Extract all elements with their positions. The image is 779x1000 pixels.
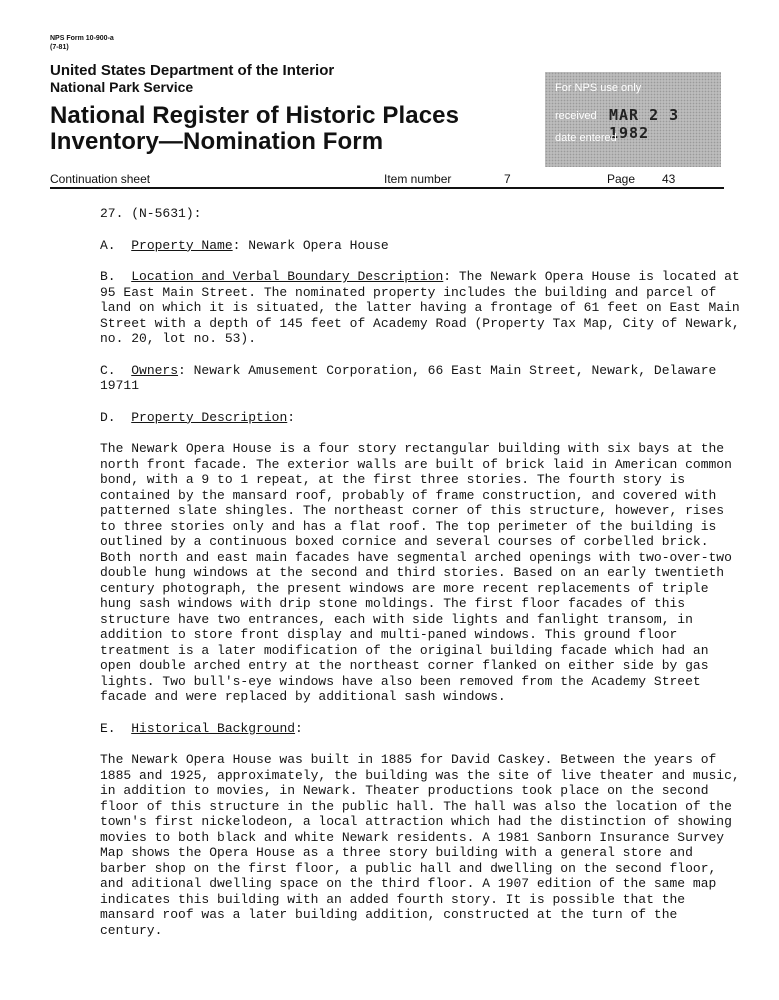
section-a bbox=[100, 238, 740, 254]
owners-label: Owners bbox=[131, 362, 179, 378]
received-date-stamp: MAR 2 3 1982 bbox=[609, 106, 680, 142]
property-description-paragraph: The Newark Opera House is a four story rectangular building with six bays at the north front facade. The exterior walls are built of brick laid in American common bond, with a 9 to 1 repeat, at the first three stories. The fourth story is contained by the mansard roof, probably of frame construction, and covered with patterned slate shingles. The northeast corner of this structure, however, rises to three stories only and has a flat roof. The top perimeter of the building is outlined by a continuous boxed cornice and several courses of corbelled brick. Both north and east main facades have segmental arched openings with two-over-two double hung windows at the second and third stories. Based on an early twentieth century photograph, the present windows are more recent replacements of triple hung sash windows with drip stone moldings. The first floor facades of this structure have two entrances, each with side lights and fanlight transom, in addition to store front display and multi-paned windows. This ground floor treatment is a later modification of the original building facade which had an open double arched entry at the northeast corner flanked on either side by gas lights. Two bull's-eye windows have also been removed from the Academy Street facade and were replaced by additional sash windows. bbox=[100, 441, 732, 704]
form-title bbox=[50, 103, 459, 155]
form-identifier bbox=[50, 34, 114, 52]
section-a-prefix: A. bbox=[100, 237, 116, 253]
section-c-prefix: C. bbox=[100, 362, 116, 378]
header-rule bbox=[50, 187, 724, 189]
location-label: Location and Verbal Boundary Description bbox=[131, 269, 444, 284]
nps-use-label: For NPS use only bbox=[555, 82, 642, 94]
entry-number: 27. (N-5631): bbox=[100, 206, 202, 221]
section-e bbox=[100, 721, 740, 737]
section-d bbox=[100, 410, 740, 426]
document-body bbox=[100, 206, 740, 938]
nps-use-only-box bbox=[545, 72, 721, 167]
form-number: NPS Form 10-900-a bbox=[50, 35, 114, 42]
property-name-label: Property Name bbox=[131, 237, 233, 253]
form-date: (7-81) bbox=[50, 44, 69, 51]
property-name-value: : Newark Opera House bbox=[232, 237, 389, 253]
page-label: Page bbox=[607, 172, 636, 186]
item-number-value: 7 bbox=[504, 172, 511, 186]
service-name: National Park Service bbox=[50, 79, 194, 95]
location-text: : The Newark Opera House is located at 95 East Main Street. The nominated property includes the building and parcel of land on which it is situated, the latter having a frontage of 61 feet on East Main Street with a depth of 145 feet of Academy Road (Property Tax Map, City of Newark, no. 20, lot no. 53). bbox=[100, 269, 740, 346]
historical-background-label: Historical Background bbox=[131, 720, 296, 736]
historical-background-colon: : bbox=[295, 720, 303, 736]
date-entered-label: date entered bbox=[555, 132, 617, 144]
section-d-prefix: D. bbox=[100, 409, 116, 425]
continuation-row bbox=[50, 172, 724, 188]
form-title-line-2: Inventory—Nomination Form bbox=[50, 128, 384, 155]
section-b-prefix: B. bbox=[100, 269, 116, 284]
department-name: United States Department of the Interior bbox=[50, 62, 335, 79]
item-number-label: Item number bbox=[384, 172, 452, 186]
section-e-prefix: E. bbox=[100, 720, 116, 736]
section-b bbox=[100, 269, 740, 347]
owners-text: : Newark Amusement Corporation, 66 East Main Street, Newark, Delaware 19711 bbox=[100, 362, 717, 393]
property-description-colon: : bbox=[287, 409, 296, 425]
page-number-value: 43 bbox=[662, 172, 676, 186]
form-title-line-1: National Register of Historic Places bbox=[50, 102, 460, 129]
historical-background-paragraph: The Newark Opera House was built in 1885 for David Caskey. Between the years of 1885 and 1925, approximately, the building was the site of live theater and music, in addition to movies, in Newark. Theater productions took place on the second floor of this structure in the public hall. The hall was also the location of the town's first nickelodeon, a local attraction which had the distinction of showing movies to both black and white Newark residents. A 1981 Sanborn Insurance Survey Map shows the Opera House as a three story building with a general store and barber shop on the first floor, a public hall and dwelling on the second floor, and aditional dwelling space on the third floor. A 1907 edition of the same map indicates this building with an added fourth story. It is possible that the mansard roof was a later building addition, constructed at the turn of the century. bbox=[100, 752, 740, 938]
continuation-sheet-label: Continuation sheet bbox=[50, 172, 151, 186]
section-c bbox=[100, 363, 740, 394]
property-description-label: Property Description bbox=[131, 409, 288, 425]
received-label: received bbox=[555, 110, 597, 122]
